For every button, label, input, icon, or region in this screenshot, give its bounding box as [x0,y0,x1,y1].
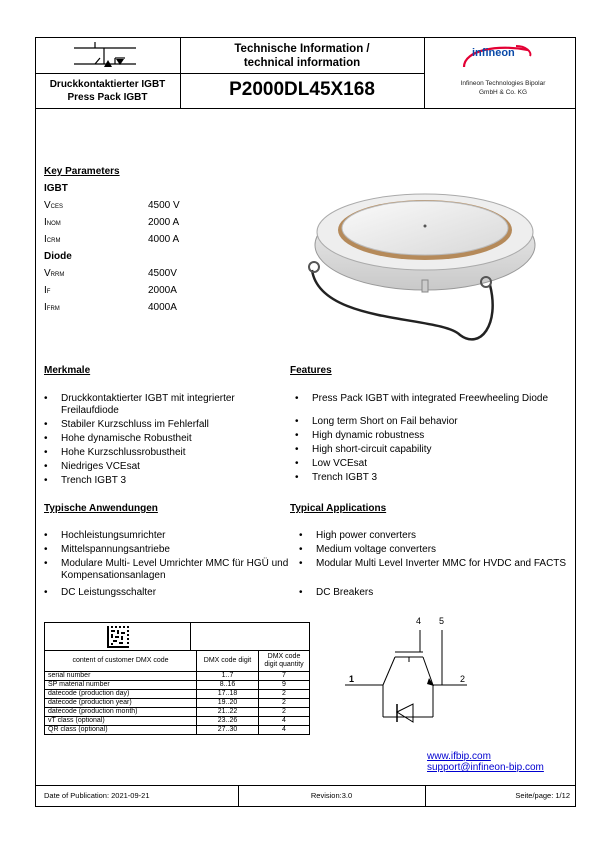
list-item: • Trench IGBT 3 [44,475,274,487]
list-item: • Mittelspannungsantriebe [44,544,289,556]
anwendungen-list [44,530,289,601]
list-item: • High power converters [299,530,574,542]
table-cell: vT class (optional) [45,717,197,726]
param-symbol: VCES [44,200,64,211]
table-cell: 8..16 [197,681,259,690]
list-item: • Trench IGBT 3 [295,472,570,484]
table-cell: 19..20 [197,699,259,708]
applications-heading: Typical Applications [290,503,387,514]
press-pack-image [300,185,570,350]
applications-list [299,530,574,601]
list-item: • DC Breakers [299,587,574,599]
table-header-cell: DMX code digit [197,651,259,672]
table-header-cell: DMX code digit quantity [259,651,310,672]
product-desc-en: Press Pack IGBT [67,92,148,103]
param-symbol: ICRM [44,234,61,245]
product-desc-de: Druckkontaktierter IGBT [49,79,166,90]
igbt-symbol-icon [70,40,140,72]
param-symbol: VRRM [44,268,65,279]
list-item: • Hochleistungsumrichter [44,530,289,542]
pin-label-4: 4 [416,616,422,626]
doc-title-de: Technische Information / [234,43,370,55]
features-heading: Features [290,365,332,376]
list-item: • Druckkontaktierter IGBT mit integrierter Freilaufdiode [44,393,274,416]
footer-top-line [35,785,576,786]
diode-heading: Diode [44,251,72,262]
company-line2: GmbH & Co. KG [478,89,528,96]
part-number: P2000DL45X168 [229,79,375,100]
table-cell: datecode (production day) [45,690,197,699]
param-value: 2000 A [148,217,180,228]
table-cell: 21..22 [197,708,259,717]
table-row [45,708,310,717]
table-cell: serial number [45,672,197,681]
table-cell: 2 [259,690,310,699]
param-value: 2000A [148,285,177,296]
param-value: 4000 A [148,234,180,245]
table-row [45,681,310,690]
table-cell: 7 [259,672,310,681]
table-row [45,672,310,681]
list-item: • Modular Multi Level Inverter MMC for HVDC and FACTS [299,558,574,570]
table-row [45,699,310,708]
features-list [295,393,570,486]
list-item: • High dynamic robustness [295,430,570,442]
param-value: 4500 V [148,200,180,211]
email-link[interactable]: support@infineon-bip.com [427,762,544,773]
logo-wordmark: infineon [472,47,515,59]
param-value: 4000A [148,302,177,313]
list-item: • Stabiler Kurzschluss im Fehlerfall [44,419,274,431]
table-cell: 4 [259,726,310,735]
list-item: • High short-circuit capability [295,444,570,456]
dmx-table [44,650,310,735]
table-row [45,726,310,735]
table-cell: 1..7 [197,672,259,681]
param-symbol: IFRM [44,302,60,313]
table-cell: 9 [259,681,310,690]
table-cell: SP material number [45,681,197,690]
circuit-schematic [345,612,475,727]
list-item: • Niedriges VCEsat [44,461,274,473]
table-header-cell: content of customer DMX code [45,651,197,672]
key-parameters-heading: Key Parameters [44,166,120,177]
table-cell: QR class (optional) [45,726,197,735]
pin-label-1: 1 [349,674,355,684]
header-divider [35,73,424,74]
list-item: • Long term Short on Fail behavior [295,416,570,428]
param-value: 4500V [148,268,177,279]
page-number: Seite/page: 1/12 [515,791,570,800]
table-cell: datecode (production year) [45,699,197,708]
revision: Revision:3.0 [310,791,353,800]
list-item: • Low VCEsat [295,458,570,470]
list-item: • DC Leistungsschalter [44,587,289,599]
table-cell: 17..18 [197,690,259,699]
table-row [45,717,310,726]
list-item: • Medium voltage converters [299,544,574,556]
table-cell: 2 [259,699,310,708]
param-symbol: IF [44,285,51,296]
table-row [45,690,310,699]
table-cell: 23..26 [197,717,259,726]
table-cell: datecode (production month) [45,708,197,717]
datamatrix-icon [107,626,129,648]
table-cell: 4 [259,717,310,726]
dmx-code-box [44,622,310,650]
table-header [45,651,310,672]
header-bottom-line [35,108,576,109]
list-item: • Modulare Multi- Level Umrichter MMC für HGÜ und Kompensationsanlagen [44,558,289,581]
list-item: • Hohe Kurzschlussrobustheit [44,447,274,459]
anwendungen-heading: Typische Anwendungen [44,503,158,514]
publication-date: Date of Publication: 2021-09-21 [44,791,150,800]
pin-label-5: 5 [439,616,445,626]
website-link[interactable]: www.ifbip.com [427,751,491,762]
igbt-heading: IGBT [44,183,68,194]
list-item: • Press Pack IGBT with integrated Freewheeling Diode [295,393,570,405]
header-divider [424,37,425,108]
list-item: • Hohe dynamische Robustheit [44,433,274,445]
table-cell: 27..30 [197,726,259,735]
doc-title-en: technical information [243,57,361,69]
param-symbol: INOM [44,217,61,228]
merkmale-list [44,393,274,489]
company-line1: Infineon Technologies Bipolar [460,80,546,87]
merkmale-heading: Merkmale [44,365,91,376]
pin-label-2: 2 [460,674,466,684]
table-cell: 2 [259,708,310,717]
